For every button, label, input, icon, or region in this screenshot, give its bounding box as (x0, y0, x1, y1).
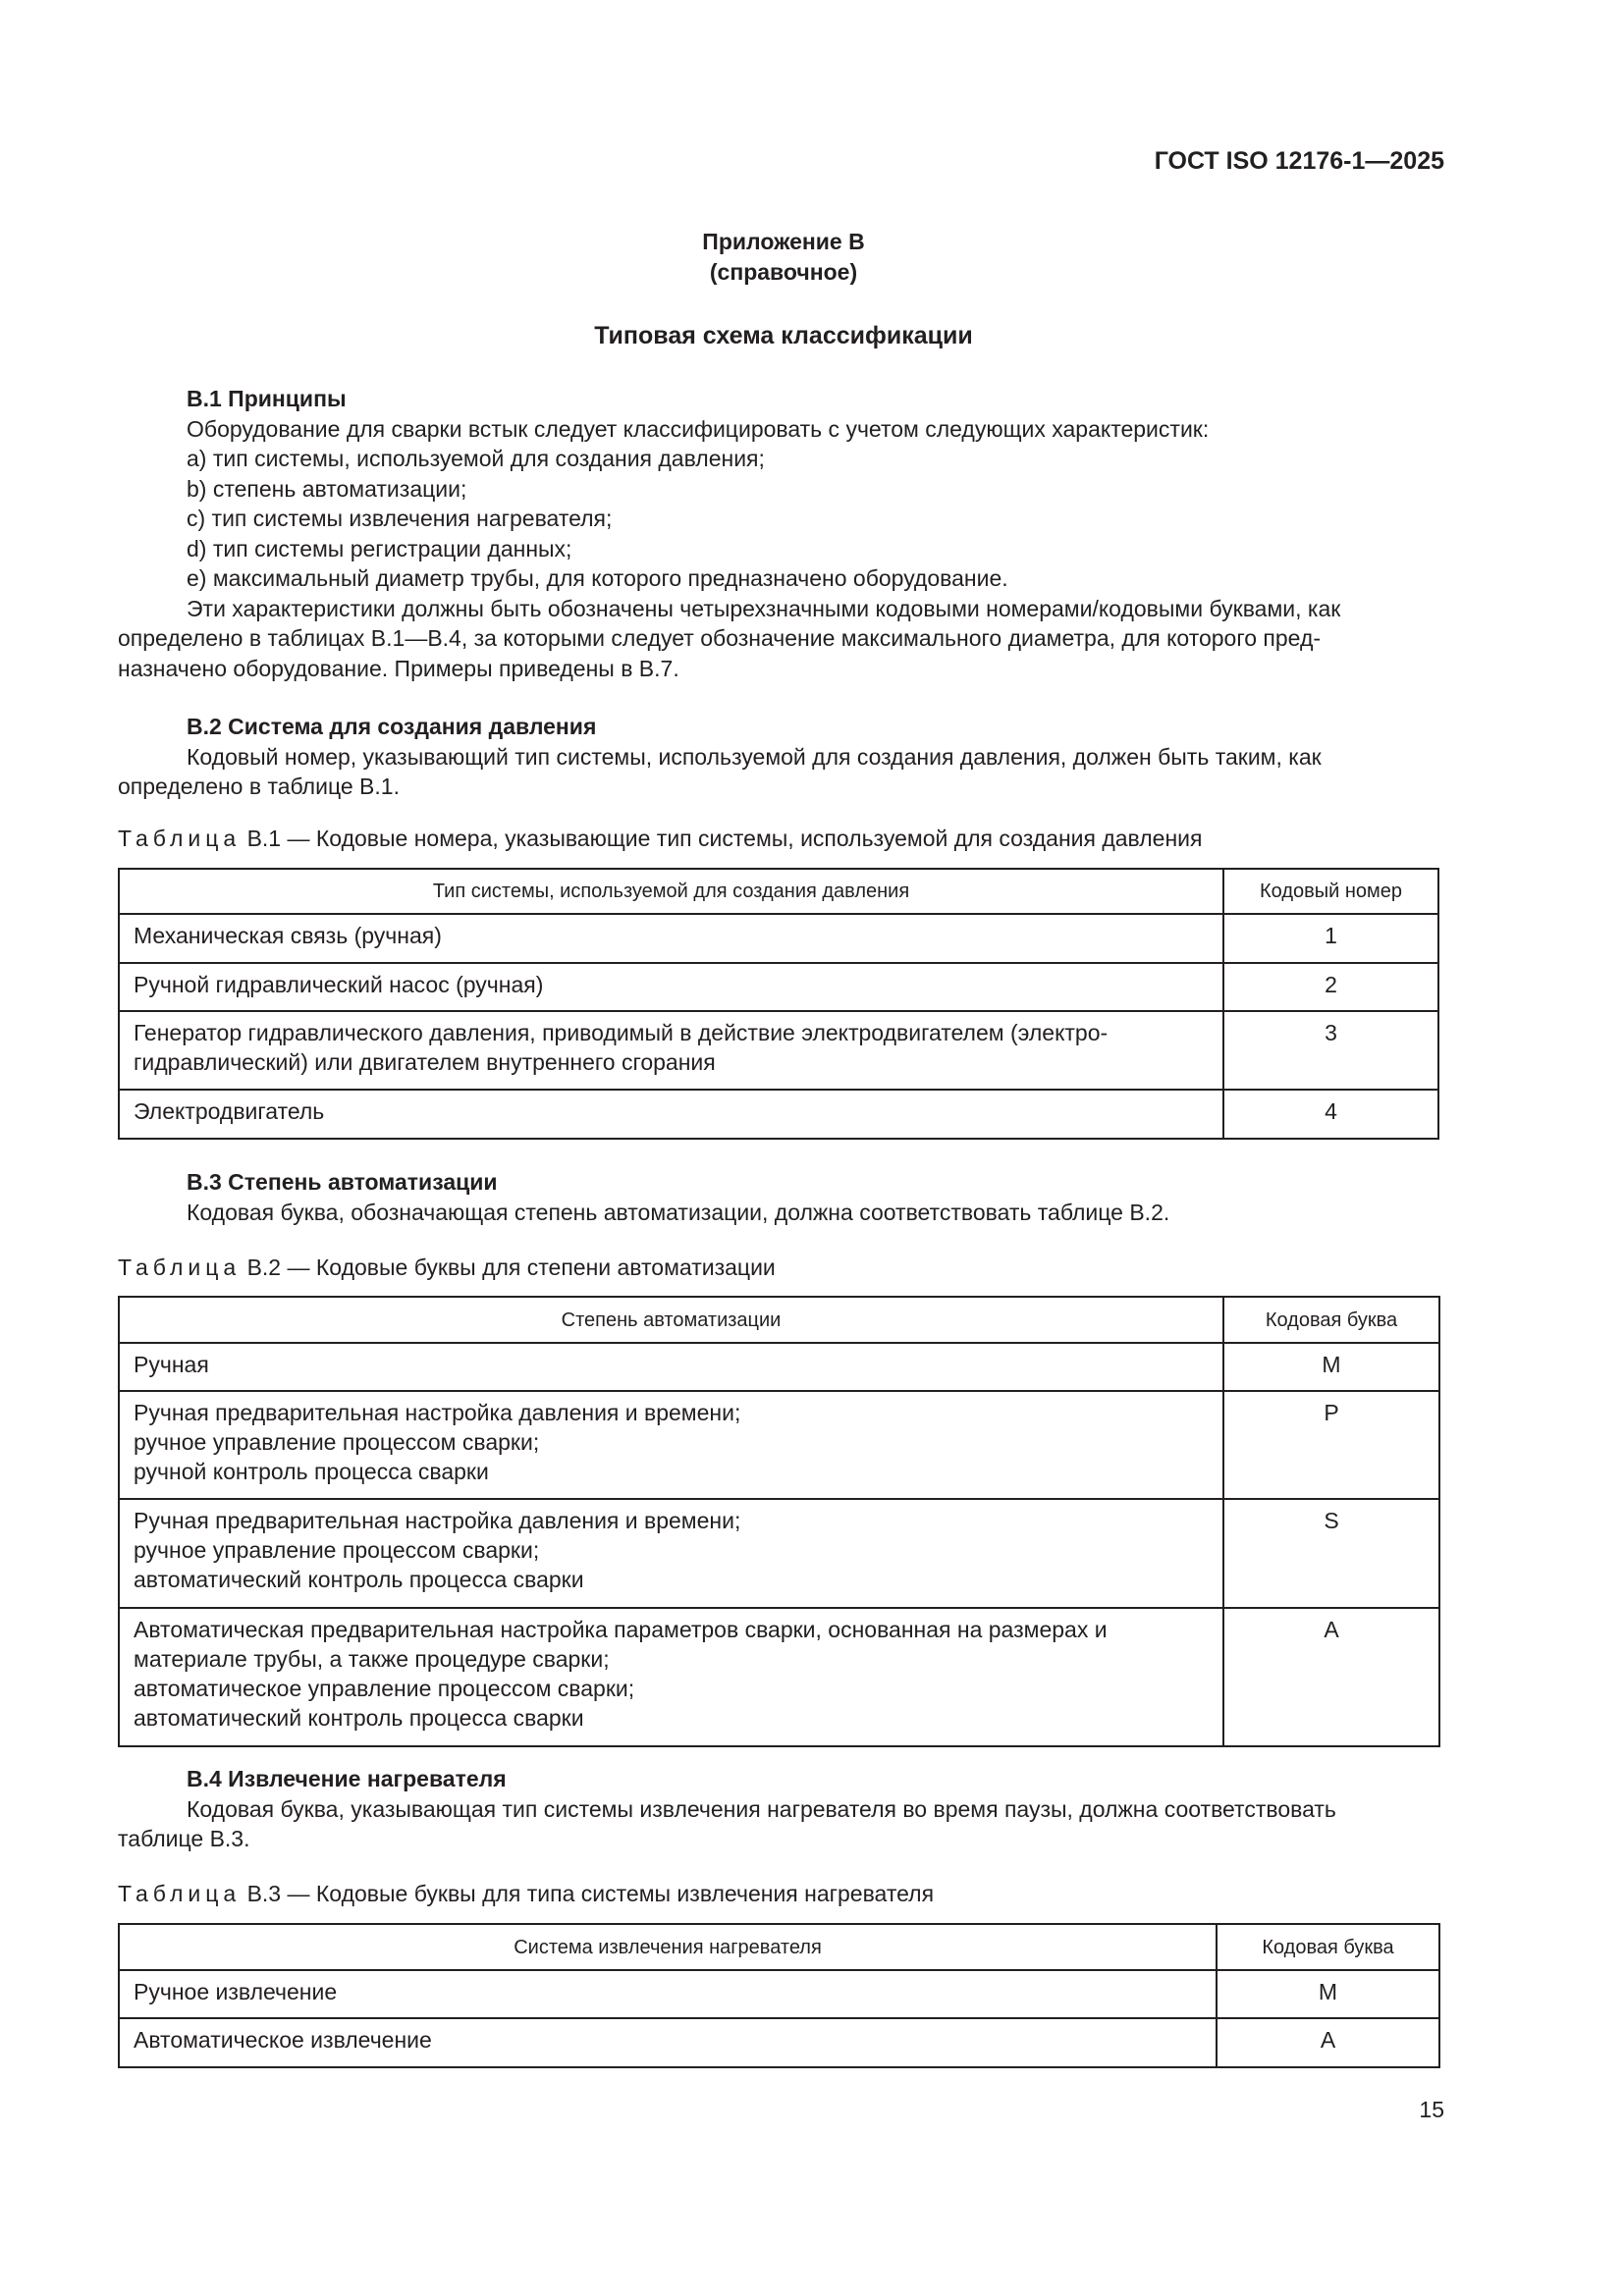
section-b2 (118, 712, 1439, 802)
paragraph-line: Эти характеристики должны быть обозначены четырехзначными кодовыми номерами/кодовыми буквами, как (187, 595, 1341, 621)
section-b3-title: В.3 Степень автоматизации (187, 1169, 498, 1195)
paragraph-line: определено в таблицах В.1—В.4, за которыми следует обозначение максимального диаметра, для которого пред- (118, 625, 1322, 651)
table-header-row (119, 869, 1438, 914)
table-cell-code: 1 (1223, 914, 1438, 963)
table-b3 (118, 1923, 1440, 2068)
list-item: a) тип системы, используемой для создания давления; (187, 446, 765, 471)
table2-caption (118, 1253, 1439, 1283)
section-b1-intro: Оборудование для сварки встык следует классифицировать с учетом следующих характеристик: (187, 415, 1210, 442)
table-cell: Автоматическое извлечение (119, 2018, 1217, 2067)
table-caption-label: Таблица (118, 826, 242, 851)
section-b3 (118, 1167, 1439, 1227)
list-item: b) степень автоматизации; (187, 475, 467, 502)
table-caption-label: Таблица (118, 1255, 242, 1280)
annex-title: Приложение В (702, 229, 865, 254)
section-b1-title: В.1 Принципы (187, 386, 347, 411)
paragraph-line: Кодовая буква, обозначающая степень автоматизации, должна соответствовать таблице В.2. (187, 1199, 1170, 1225)
table-row (119, 1970, 1439, 2018)
paragraph-line: Кодовая буква, указывающая тип системы извлечения нагревателя во время паузы, должна соответствовать (187, 1795, 1336, 1822)
table-caption-text: В.1 — Кодовые номера, указывающие тип системы, используемой для создания давления (241, 826, 1203, 851)
paragraph-line: таблице В.3. (118, 1826, 250, 1851)
table-b2 (118, 1296, 1440, 1747)
table-row (119, 2018, 1439, 2067)
table-cell-code: 3 (1223, 1011, 1438, 1090)
table-cell-code: P (1223, 1391, 1439, 1499)
section-b2-title: В.2 Система для создания давления (187, 714, 597, 739)
table-header-cell: Кодовая буква (1217, 1924, 1439, 1970)
table-cell-code: 4 (1223, 1090, 1438, 1139)
list-item: d) тип системы регистрации данных; (187, 535, 572, 561)
table1-caption (118, 824, 1439, 854)
annex-main-heading: Типовая схема классификации (594, 322, 973, 349)
table-row (119, 1090, 1438, 1139)
table-cell-code: M (1223, 1343, 1439, 1391)
table3-caption (118, 1879, 1439, 1909)
standard-header: ГОСТ ISO 12176-1—2025 (1154, 147, 1444, 175)
table-row (119, 914, 1438, 963)
table-cell: Ручная предварительная настройка давления и времени; ручное управление процессом сварки; ручной контроль процесса сварки (119, 1391, 1223, 1499)
table-row (119, 1391, 1439, 1499)
annex-subtitle: (справочное) (709, 259, 858, 285)
table-caption-label: Таблица (118, 1881, 242, 1906)
table-cell: Ручной гидравлический насос (ручная) (119, 963, 1223, 1011)
section-b1 (118, 384, 1439, 683)
table-caption-text: В.3 — Кодовые буквы для типа системы извлечения нагревателя (241, 1881, 935, 1906)
annex-heading (0, 227, 1567, 288)
table-cell: Ручное извлечение (119, 1970, 1217, 2018)
table-header-row (119, 1297, 1439, 1343)
table-header-cell: Степень автоматизации (119, 1297, 1223, 1343)
paragraph-line: Кодовый номер, указывающий тип системы, используемой для создания давления, должен быть таким, как (187, 743, 1322, 770)
table-cell-code: A (1217, 2018, 1439, 2067)
table-cell: Механическая связь (ручная) (119, 914, 1223, 963)
table-header-cell: Кодовая буква (1223, 1297, 1439, 1343)
table-caption-text: В.2 — Кодовые буквы для степени автоматизации (241, 1255, 776, 1280)
table-row (119, 1499, 1439, 1608)
table-row (119, 1343, 1439, 1391)
list-item: e) максимальный диаметр трубы, для которого предназначено оборудование. (187, 565, 1008, 591)
table-cell-code: M (1217, 1970, 1439, 2018)
table-cell-code: 2 (1223, 963, 1438, 1011)
table-row (119, 963, 1438, 1011)
list-item: c) тип системы извлечения нагревателя; (187, 506, 613, 531)
table-header-cell: Тип системы, используемой для создания давления (119, 869, 1223, 914)
table-b1 (118, 868, 1439, 1140)
table-cell: Автоматическая предварительная настройка параметров сварки, основанная на размерах и материале трубы, а также процедуре сварки; автоматическое управление процессом сварки; автоматический контроль процесса сварки (119, 1608, 1223, 1746)
table-row (119, 1011, 1438, 1090)
table-row (119, 1608, 1439, 1746)
table-cell-code: S (1223, 1499, 1439, 1608)
paragraph-line: назначено оборудование. Примеры приведены в В.7. (118, 655, 679, 681)
section-b4 (118, 1764, 1439, 1854)
table-cell: Ручная (119, 1343, 1223, 1391)
table-header-cell: Система извлечения нагревателя (119, 1924, 1217, 1970)
table-cell: Электродвигатель (119, 1090, 1223, 1139)
paragraph-line: определено в таблице В.1. (118, 774, 400, 799)
section-b4-title: В.4 Извлечение нагревателя (187, 1766, 507, 1791)
table-header-row (119, 1924, 1439, 1970)
table-cell: Генератор гидравлического давления, приводимый в действие электродвигателем (электро- гидравлический) или двигателем внутреннего сгорания (119, 1011, 1223, 1090)
page-number: 15 (1419, 2097, 1444, 2122)
table-cell-code: A (1223, 1608, 1439, 1746)
table-header-cell: Кодовый номер (1223, 869, 1438, 914)
table-cell: Ручная предварительная настройка давления и времени; ручное управление процессом сварки; автоматический контроль процесса сварки (119, 1499, 1223, 1608)
